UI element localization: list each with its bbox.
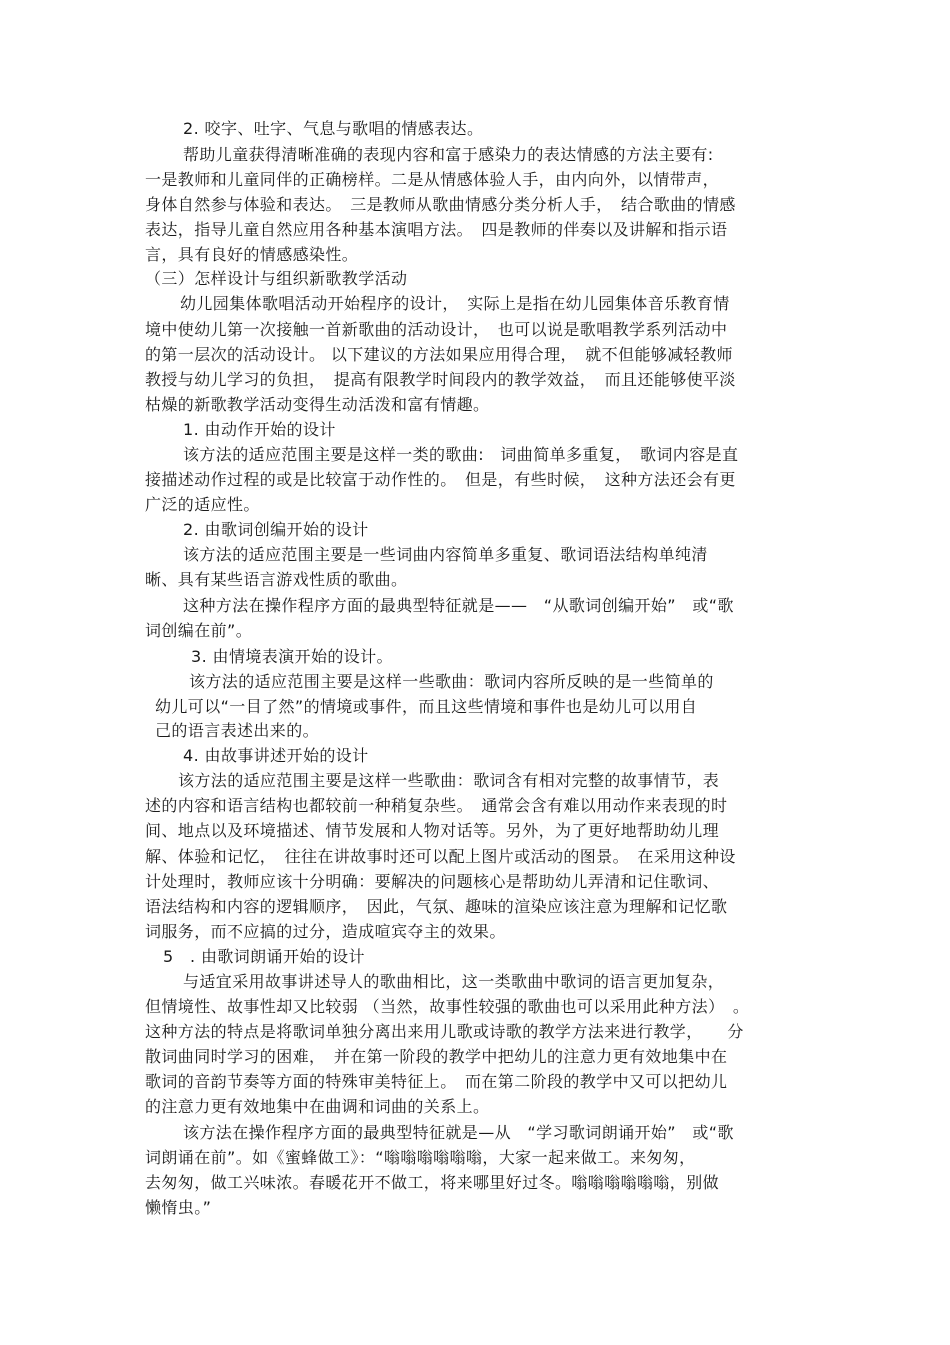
text-line: 表达，指导儿童自然应用各种基本演唱方法。 四是教师的伴奏以及讲解和指示语	[145, 220, 728, 239]
text-line: 一是教师和儿童同伴的正确榜样。二是从情感体验人手，由内向外，以情带声，	[145, 170, 720, 189]
text-line: 散词曲同时学习的困难， 并在第一阶段的教学中把幼儿的注意力更有效地集中在	[145, 1047, 728, 1066]
text-line: 广泛的适应性。	[145, 495, 260, 514]
text-line: 该方法的适应范围主要是这样一些歌曲：歌词含有相对完整的故事情节，表	[178, 771, 720, 790]
text-line: 境中使幼儿第一次接触一首新歌曲的活动设计， 也可以说是歌唱教学系列活动中	[145, 320, 728, 339]
text-line: 这种方法的特点是将歌词单独分离出来用儿歌或诗歌的教学方法来进行教学， 分	[145, 1022, 744, 1041]
text-line: 晰、具有某些语言游戏性质的歌曲。	[145, 570, 408, 589]
text-line: 幼儿园集体歌唱活动开始程序的设计， 实际上是指在幼儿园集体音乐教育情	[180, 294, 730, 313]
text-line: 这种方法在操作程序方面的最典型特征就是—— “从歌词创编开始” 或“歌	[183, 596, 734, 615]
text-line: 己的语言表述出来的。	[155, 721, 320, 740]
text-line: 述的内容和语言结构也都较前一种稍复杂些。 通常会含有难以用动作来表现的时	[145, 796, 728, 815]
text-line: 帮助儿童获得清晰准确的表现内容和富于感染力的表达情感的方法主要有:	[183, 145, 714, 164]
text-line: 接描述动作过程的或是比较富于动作性的。 但是，有些时候， 这种方法还会有更	[145, 470, 736, 489]
text-line: 懒惰虫。”	[145, 1198, 212, 1217]
text-line: 解、体验和记忆， 往往在讲故事时还可以配上图片或活动的图景。 在采用这种设	[145, 847, 736, 866]
text-line: 与适宜采用故事讲述导人的歌曲相比，这一类歌曲中歌词的语言更加复杂，	[183, 972, 725, 991]
subheading: 5 . 由歌词朗诵开始的设计	[163, 947, 365, 966]
section-heading: （三）怎样设计与组织新歌教学活动	[145, 269, 408, 288]
text-line: 教授与幼儿学习的负担， 提高有限教学时间段内的教学效益， 而且还能够使平淡	[145, 370, 736, 389]
text-line: 枯燥的新歌教学活动变得生动活泼和富有情趣。	[145, 395, 490, 414]
text-line: 语法结构和内容的逻辑顺序， 因此，气氛、趣味的渲染应该注意为理解和记忆歌	[145, 897, 728, 916]
text-line: 词创编在前”。	[145, 621, 253, 640]
text-line: 该方法的适应范围主要是一些词曲内容简单多重复、歌词语法结构单纯清	[183, 545, 708, 564]
text-line: 该方法在操作程序方面的最典型特征就是—从 “学习歌词朗诵开始” 或“歌	[183, 1123, 734, 1142]
text-line: 的注意力更有效地集中在曲调和词曲的关系上。	[145, 1097, 490, 1116]
text-line: 该方法的适应范围主要是这样一些歌曲：歌词内容所反映的是一些简单的	[189, 672, 714, 691]
text-line: 言，具有良好的情感感染性。	[145, 245, 359, 264]
text-line: 词服务，而不应搞的过分，造成喧宾夺主的效果。	[145, 922, 506, 941]
text-line: 计处理时，教师应该十分明确：要解决的问题核心是帮助幼儿弄清和记住歌词、	[145, 872, 720, 891]
text-line: 歌词的音韵节奏等方面的特殊审美特征上。 而在第二阶段的教学中又可以把幼儿	[145, 1072, 728, 1091]
text-line: 该方法的适应范围主要是这样一类的歌曲: 词曲简单多重复， 歌词内容是直	[183, 445, 739, 464]
text-line: 去匆匆，做工兴味浓。春暖花开不做工，将来哪里好过冬。嗡嗡嗡嗡嗡嗡，别做	[145, 1173, 720, 1192]
text-line: 2. 咬字、吐字、气息与歌唱的情感表达。	[183, 119, 484, 138]
subheading: 3. 由情境表演开始的设计。	[191, 647, 393, 666]
text-line: 幼儿可以“一目了然”的情境或事件，而且这些情境和事件也是幼儿可以用自	[155, 697, 698, 716]
text-line: 词朗诵在前”。如《蜜蜂做工》：“嗡嗡嗡嗡嗡嗡，大家一起来做工。来匆匆，	[145, 1148, 696, 1167]
text-line: 身体自然参与体验和表达。 三是教师从歌曲情感分类分析人手， 结合歌曲的情感	[145, 195, 736, 214]
text-line: 的第一层次的活动设计。 以下建议的方法如果应用得合理， 就不但能够减轻教师	[145, 345, 733, 364]
text-line: 间、地点以及环境描述、情节发展和人物对话等。另外，为了更好地帮助幼儿理	[145, 821, 720, 840]
text-line: 但情境性、故事性却又比较弱 （当然，故事性较强的歌曲也可以采用此种方法） 。	[145, 997, 750, 1016]
subheading: 1. 由动作开始的设计	[183, 420, 336, 439]
subheading: 2. 由歌词创编开始的设计	[183, 520, 369, 539]
subheading: 4. 由故事讲述开始的设计	[183, 746, 369, 765]
